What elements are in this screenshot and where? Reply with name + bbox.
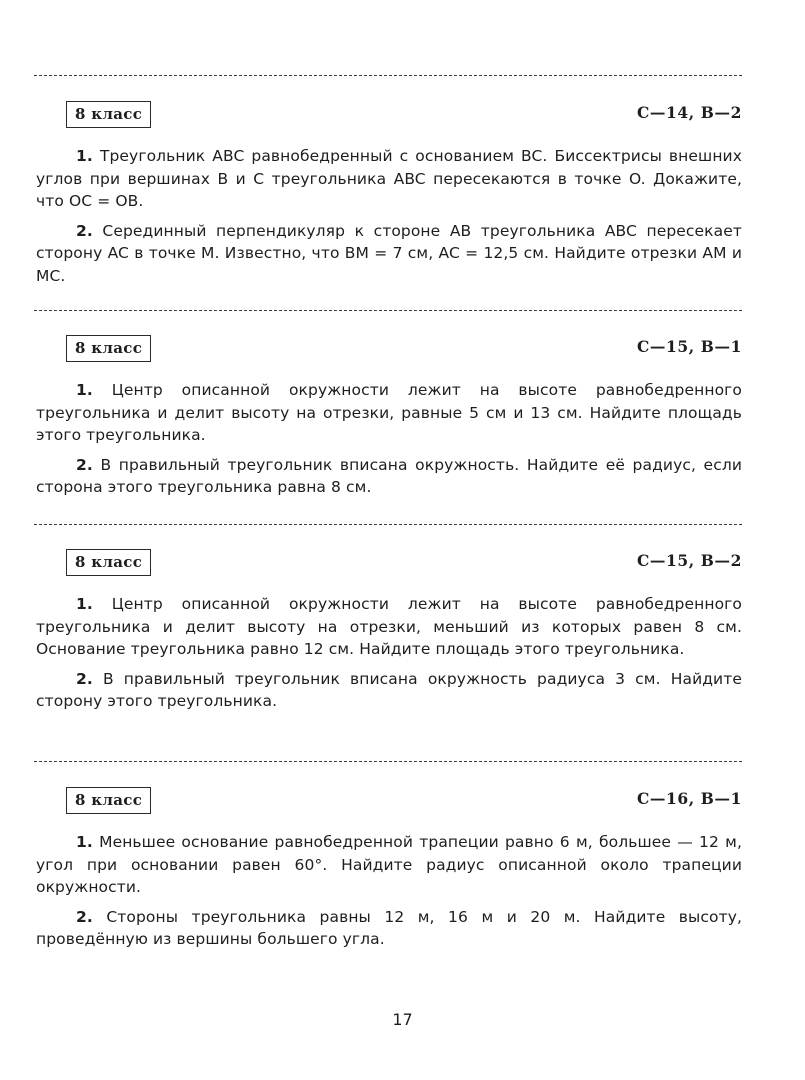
variant-code: С—16, В—1: [637, 789, 742, 808]
task-text: Серединный перпендикуляр к стороне AB треугольника ABC пересекает сторону AC в точке M. Известно, что BM = 7 см, AC = 12,5 см. Найдите отрезки AM и MC.: [36, 221, 742, 285]
task-item: [36, 220, 742, 288]
section-s15-v2: [36, 549, 742, 713]
task-item: [36, 593, 742, 661]
grade-label: 8 класс: [66, 787, 151, 814]
task-number: 1.: [76, 381, 93, 399]
task-number: 2.: [76, 221, 93, 240]
task-item: [36, 454, 742, 499]
task-item: [36, 379, 742, 447]
task-item: [36, 906, 742, 951]
grade-label: 8 класс: [66, 101, 151, 128]
variant-code: С—15, В—2: [637, 551, 742, 570]
section-s15-v1: [36, 335, 742, 499]
task-number: 2.: [76, 907, 93, 926]
grade-label: 8 класс: [66, 549, 151, 576]
task-item: [36, 145, 742, 213]
section-s16-v1: [36, 787, 742, 951]
page-number: 17: [392, 1010, 413, 1029]
task-text: В правильный треугольник вписана окружность. Найдите её радиус, если сторона этого треугольника равна 8 см.: [36, 455, 742, 496]
task-number: 2.: [76, 455, 93, 474]
grade-label: 8 класс: [66, 335, 151, 362]
section-header: [36, 335, 742, 365]
section-s14-v2: [36, 101, 742, 287]
task-text: Меньшее основание равнобедренной трапеции равно 6 м, большее — 12 м, угол при основании равен 60°. Найдите радиус описанной около трапеции окружности.: [36, 833, 743, 896]
task-item: [36, 831, 742, 899]
task-text: Стороны треугольника равны 12 м, 16 м и 20 м. Найдите высоту, проведённую из вершины большего угла.: [36, 907, 743, 948]
task-number: 1.: [76, 833, 93, 851]
task-number: 1.: [76, 595, 93, 613]
task-text: В правильный треугольник вписана окружность радиуса 3 см. Найдите сторону этого треугольника.: [36, 669, 742, 710]
task-item: [36, 668, 742, 713]
task-text: Треугольник ABC равнобедренный с основанием BC. Биссектрисы внешних углов при вершинах B и C треугольника ABC пересекаются в точке O. Докажите, что OC = OB.: [36, 147, 742, 210]
task-number: 2.: [76, 669, 93, 688]
section-divider: [34, 75, 742, 76]
task-text: Центр описанной окружности лежит на высоте равнобедренного треугольника и делит высоту на отрезки, равные 5 см и 13 см. Найдите площадь этого треугольника.: [36, 381, 742, 444]
task-number: 1.: [76, 147, 93, 165]
variant-code: С—14, В—2: [637, 103, 742, 122]
variant-code: С—15, В—1: [637, 337, 742, 356]
section-header: [36, 101, 742, 131]
section-divider: [34, 310, 742, 311]
section-divider: [34, 524, 742, 525]
task-text: Центр описанной окружности лежит на высоте равнобедренного треугольника и делит высоту на отрезки, меньший из которых равен 8 см. Основание треугольника равно 12 см. Найдите площадь этого треугольника.: [36, 595, 742, 658]
section-header: [36, 787, 742, 817]
section-header: [36, 549, 742, 579]
section-divider: [34, 761, 742, 762]
